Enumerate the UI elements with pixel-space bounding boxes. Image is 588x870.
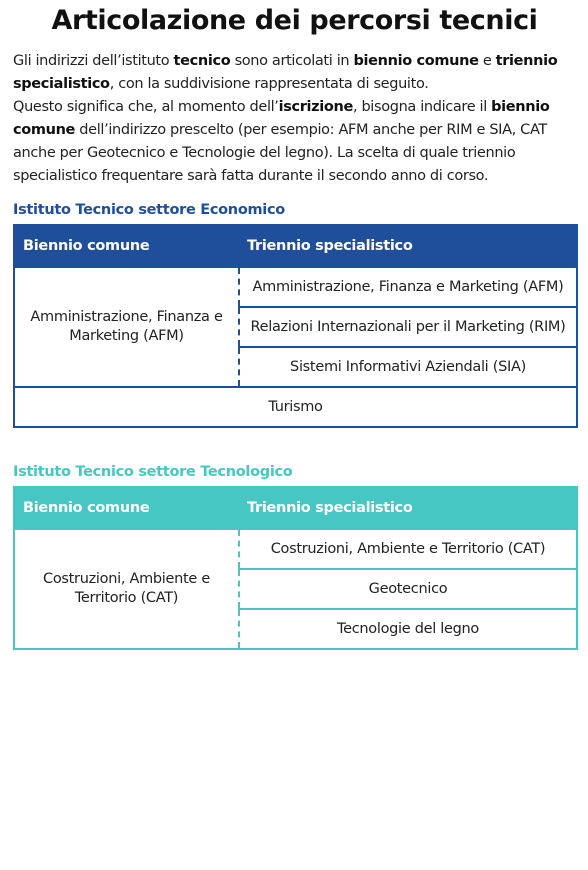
- economico-header-triennio: Triennio specialistico: [239, 225, 577, 267]
- economico-section-title: Istituto Tecnico settore Economico: [13, 202, 285, 218]
- table-row: [14, 267, 577, 307]
- table-row: [14, 387, 577, 427]
- tecnologico-triennio-legno: Tecnologie del legno: [239, 609, 577, 649]
- tecnologico-section-title: Istituto Tecnico settore Tecnologico: [13, 464, 293, 480]
- emphasis-text: iscrizione: [278, 99, 353, 115]
- tecnologico-header-triennio: Triennio specialistico: [239, 487, 577, 529]
- body-text: e: [478, 53, 496, 69]
- emphasis-text: biennio comune: [13, 99, 550, 138]
- economico-turismo-cell: Turismo: [14, 387, 577, 427]
- intro-paragraph-1: [13, 50, 576, 96]
- tecnologico-table: [13, 486, 578, 650]
- intro-text: [13, 50, 576, 188]
- page-title: Articolazione dei percorsi tecnici: [51, 5, 538, 36]
- body-text: Questo significa che, al momento dell’: [13, 99, 279, 115]
- body-text: , con la suddivisione rappresentata di seguito.: [109, 76, 429, 92]
- body-text: sono articolati in: [230, 53, 354, 69]
- economico-table: [13, 224, 578, 428]
- tecnologico-triennio-cat: Costruzioni, Ambiente e Territorio (CAT): [239, 529, 577, 569]
- economico-triennio-afm: Amministrazione, Finanza e Marketing (AFM): [239, 267, 577, 307]
- body-text: , bisogna indicare il: [352, 99, 492, 115]
- tecnologico-header-row: [14, 487, 577, 529]
- intro-paragraph-2: [13, 96, 576, 188]
- tecnologico-header-biennio: Biennio comune: [14, 487, 239, 529]
- economico-header-row: [14, 225, 577, 267]
- body-text: Gli indirizzi dell’istituto: [13, 53, 174, 69]
- emphasis-text: tecnico: [173, 53, 231, 69]
- economico-biennio-cell: Amministrazione, Finanza e Marketing (AFM): [14, 267, 239, 387]
- body-text: dell’indirizzo prescelto (per esempio: AFM anche per RIM e SIA, CAT anche per Geotecnico e Tecnologie del legno). La scelta di quale triennio specialistico frequentare sarà fatta durante il secondo anno di corso.: [13, 122, 547, 184]
- economico-triennio-rim: Relazioni Internazionali per il Marketing (RIM): [239, 307, 577, 347]
- table-row: [14, 529, 577, 569]
- economico-triennio-sia: Sistemi Informativi Aziendali (SIA): [239, 347, 577, 387]
- emphasis-text: triennio specialistico: [13, 53, 558, 92]
- tecnologico-biennio-cell: Costruzioni, Ambiente e Territorio (CAT): [14, 529, 239, 649]
- economico-header-biennio: Biennio comune: [14, 225, 239, 267]
- emphasis-text: biennio comune: [353, 53, 479, 69]
- tecnologico-triennio-geotecnico: Geotecnico: [239, 569, 577, 609]
